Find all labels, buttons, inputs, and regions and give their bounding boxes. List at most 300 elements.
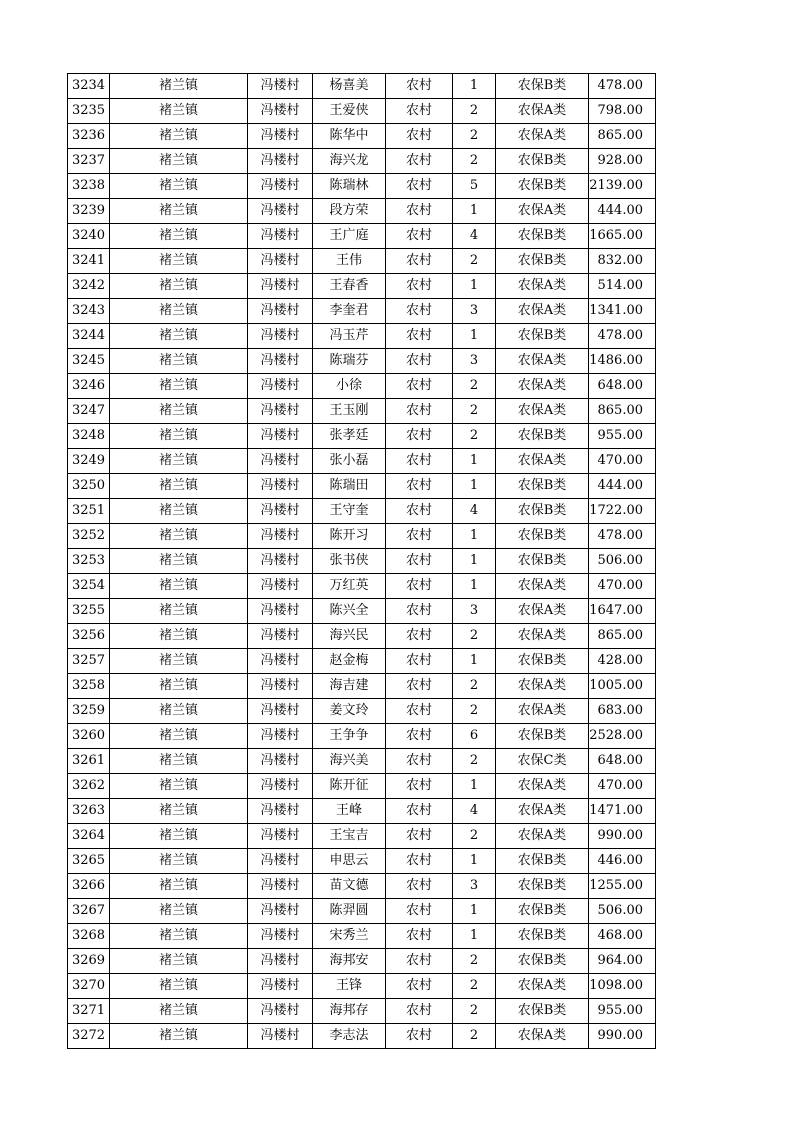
category-cell: 农保B类 [496, 149, 589, 174]
category-cell: 农保A类 [496, 799, 589, 824]
row-number-cell: 3266 [68, 874, 110, 899]
row-number-cell: 3271 [68, 999, 110, 1024]
name-cell: 申思云 [313, 849, 386, 874]
category-cell: 农保A类 [496, 399, 589, 424]
category-cell: 农保A类 [496, 449, 589, 474]
village-cell: 冯楼村 [248, 324, 313, 349]
area-cell: 农村 [386, 924, 453, 949]
town-cell: 褚兰镇 [110, 824, 248, 849]
amount-cell: 1005.00 [589, 674, 656, 699]
household-count-cell: 3 [453, 874, 496, 899]
household-count-cell: 1 [453, 199, 496, 224]
area-cell: 农村 [386, 124, 453, 149]
category-cell: 农保A类 [496, 1024, 589, 1049]
name-cell: 海兴龙 [313, 149, 386, 174]
amount-cell: 928.00 [589, 149, 656, 174]
category-cell: 农保A类 [496, 274, 589, 299]
town-cell: 褚兰镇 [110, 1024, 248, 1049]
category-cell: 农保B类 [496, 74, 589, 99]
amount-cell: 955.00 [589, 999, 656, 1024]
row-number-cell: 3236 [68, 124, 110, 149]
household-count-cell: 3 [453, 349, 496, 374]
household-count-cell: 4 [453, 499, 496, 524]
household-count-cell: 1 [453, 649, 496, 674]
village-cell: 冯楼村 [248, 949, 313, 974]
town-cell: 褚兰镇 [110, 724, 248, 749]
name-cell: 王锋 [313, 974, 386, 999]
household-count-cell: 4 [453, 224, 496, 249]
amount-cell: 444.00 [589, 474, 656, 499]
name-cell: 陈瑞林 [313, 174, 386, 199]
amount-cell: 1486.00 [589, 349, 656, 374]
name-cell: 张书侠 [313, 549, 386, 574]
household-count-cell: 1 [453, 474, 496, 499]
name-cell: 陈华中 [313, 124, 386, 149]
category-cell: 农保A类 [496, 99, 589, 124]
village-cell: 冯楼村 [248, 99, 313, 124]
household-count-cell: 2 [453, 1024, 496, 1049]
amount-cell: 990.00 [589, 1024, 656, 1049]
name-cell: 万红英 [313, 574, 386, 599]
village-cell: 冯楼村 [248, 874, 313, 899]
town-cell: 褚兰镇 [110, 999, 248, 1024]
amount-cell: 1098.00 [589, 974, 656, 999]
amount-cell: 964.00 [589, 949, 656, 974]
town-cell: 褚兰镇 [110, 274, 248, 299]
row-number-cell: 3268 [68, 924, 110, 949]
area-cell: 农村 [386, 324, 453, 349]
area-cell: 农村 [386, 899, 453, 924]
household-count-cell: 1 [453, 849, 496, 874]
row-number-cell: 3269 [68, 949, 110, 974]
name-cell: 张小磊 [313, 449, 386, 474]
area-cell: 农村 [386, 374, 453, 399]
household-count-cell: 1 [453, 524, 496, 549]
category-cell: 农保B类 [496, 524, 589, 549]
category-cell: 农保B类 [496, 649, 589, 674]
category-cell: 农保B类 [496, 849, 589, 874]
village-cell: 冯楼村 [248, 199, 313, 224]
town-cell: 褚兰镇 [110, 549, 248, 574]
area-cell: 农村 [386, 399, 453, 424]
table-row [68, 474, 656, 499]
row-number-cell: 3247 [68, 399, 110, 424]
category-cell: 农保A类 [496, 299, 589, 324]
category-cell: 农保A类 [496, 349, 589, 374]
category-cell: 农保A类 [496, 974, 589, 999]
town-cell: 褚兰镇 [110, 974, 248, 999]
village-cell: 冯楼村 [248, 549, 313, 574]
name-cell: 海兴民 [313, 624, 386, 649]
area-cell: 农村 [386, 824, 453, 849]
category-cell: 农保B类 [496, 174, 589, 199]
category-cell: 农保A类 [496, 674, 589, 699]
household-count-cell: 1 [453, 924, 496, 949]
category-cell: 农保A类 [496, 599, 589, 624]
area-cell: 农村 [386, 699, 453, 724]
area-cell: 农村 [386, 449, 453, 474]
category-cell: 农保B类 [496, 949, 589, 974]
row-number-cell: 3257 [68, 649, 110, 674]
table-row [68, 799, 656, 824]
amount-cell: 2139.00 [589, 174, 656, 199]
town-cell: 褚兰镇 [110, 324, 248, 349]
row-number-cell: 3258 [68, 674, 110, 699]
table-row [68, 974, 656, 999]
row-number-cell: 3254 [68, 574, 110, 599]
category-cell: 农保A类 [496, 624, 589, 649]
town-cell: 褚兰镇 [110, 624, 248, 649]
table-body [68, 74, 656, 1049]
amount-cell: 478.00 [589, 524, 656, 549]
category-cell: 农保B类 [496, 549, 589, 574]
name-cell: 李志法 [313, 1024, 386, 1049]
amount-cell: 428.00 [589, 649, 656, 674]
household-count-cell: 1 [453, 774, 496, 799]
village-cell: 冯楼村 [248, 274, 313, 299]
town-cell: 褚兰镇 [110, 574, 248, 599]
amount-cell: 865.00 [589, 124, 656, 149]
area-cell: 农村 [386, 724, 453, 749]
amount-cell: 1255.00 [589, 874, 656, 899]
village-cell: 冯楼村 [248, 649, 313, 674]
village-cell: 冯楼村 [248, 974, 313, 999]
town-cell: 褚兰镇 [110, 699, 248, 724]
category-cell: 农保A类 [496, 199, 589, 224]
household-count-cell: 6 [453, 724, 496, 749]
area-cell: 农村 [386, 674, 453, 699]
name-cell: 王峰 [313, 799, 386, 824]
household-count-cell: 3 [453, 299, 496, 324]
table-row [68, 774, 656, 799]
category-cell: 农保C类 [496, 749, 589, 774]
town-cell: 褚兰镇 [110, 599, 248, 624]
village-cell: 冯楼村 [248, 924, 313, 949]
village-cell: 冯楼村 [248, 574, 313, 599]
household-count-cell: 1 [453, 74, 496, 99]
household-count-cell: 2 [453, 124, 496, 149]
area-cell: 农村 [386, 749, 453, 774]
village-cell: 冯楼村 [248, 299, 313, 324]
row-number-cell: 3246 [68, 374, 110, 399]
table-row [68, 449, 656, 474]
row-number-cell: 3234 [68, 74, 110, 99]
table-row [68, 924, 656, 949]
row-number-cell: 3272 [68, 1024, 110, 1049]
table-row [68, 349, 656, 374]
household-count-cell: 2 [453, 949, 496, 974]
household-count-cell: 2 [453, 399, 496, 424]
amount-cell: 683.00 [589, 699, 656, 724]
household-count-cell: 2 [453, 424, 496, 449]
town-cell: 褚兰镇 [110, 924, 248, 949]
town-cell: 褚兰镇 [110, 849, 248, 874]
amount-cell: 832.00 [589, 249, 656, 274]
name-cell: 海邦安 [313, 949, 386, 974]
village-cell: 冯楼村 [248, 724, 313, 749]
area-cell: 农村 [386, 274, 453, 299]
table-row [68, 274, 656, 299]
area-cell: 农村 [386, 249, 453, 274]
village-cell: 冯楼村 [248, 599, 313, 624]
area-cell: 农村 [386, 624, 453, 649]
category-cell: 农保B类 [496, 224, 589, 249]
amount-cell: 798.00 [589, 99, 656, 124]
row-number-cell: 3270 [68, 974, 110, 999]
area-cell: 农村 [386, 74, 453, 99]
town-cell: 褚兰镇 [110, 474, 248, 499]
area-cell: 农村 [386, 524, 453, 549]
town-cell: 褚兰镇 [110, 124, 248, 149]
town-cell: 褚兰镇 [110, 449, 248, 474]
household-count-cell: 2 [453, 824, 496, 849]
row-number-cell: 3253 [68, 549, 110, 574]
data-table [67, 73, 656, 1049]
row-number-cell: 3251 [68, 499, 110, 524]
amount-cell: 1665.00 [589, 224, 656, 249]
area-cell: 农村 [386, 349, 453, 374]
row-number-cell: 3256 [68, 624, 110, 649]
table-row [68, 824, 656, 849]
town-cell: 褚兰镇 [110, 74, 248, 99]
village-cell: 冯楼村 [248, 624, 313, 649]
table-row [68, 999, 656, 1024]
row-number-cell: 3261 [68, 749, 110, 774]
name-cell: 海兴美 [313, 749, 386, 774]
name-cell: 王玉刚 [313, 399, 386, 424]
name-cell: 宋秀兰 [313, 924, 386, 949]
row-number-cell: 3255 [68, 599, 110, 624]
name-cell: 王广庭 [313, 224, 386, 249]
amount-cell: 468.00 [589, 924, 656, 949]
category-cell: 农保B类 [496, 999, 589, 1024]
village-cell: 冯楼村 [248, 349, 313, 374]
table-row [68, 374, 656, 399]
row-number-cell: 3264 [68, 824, 110, 849]
town-cell: 褚兰镇 [110, 299, 248, 324]
village-cell: 冯楼村 [248, 174, 313, 199]
row-number-cell: 3267 [68, 899, 110, 924]
category-cell: 农保B类 [496, 899, 589, 924]
name-cell: 李奎君 [313, 299, 386, 324]
table-row [68, 899, 656, 924]
name-cell: 海吉建 [313, 674, 386, 699]
name-cell: 王争争 [313, 724, 386, 749]
amount-cell: 470.00 [589, 774, 656, 799]
amount-cell: 648.00 [589, 749, 656, 774]
amount-cell: 478.00 [589, 74, 656, 99]
name-cell: 张孝廷 [313, 424, 386, 449]
household-count-cell: 3 [453, 599, 496, 624]
town-cell: 褚兰镇 [110, 524, 248, 549]
household-count-cell: 2 [453, 374, 496, 399]
category-cell: 农保B类 [496, 724, 589, 749]
row-number-cell: 3265 [68, 849, 110, 874]
household-count-cell: 2 [453, 249, 496, 274]
village-cell: 冯楼村 [248, 474, 313, 499]
row-number-cell: 3243 [68, 299, 110, 324]
table-row [68, 549, 656, 574]
name-cell: 王守奎 [313, 499, 386, 524]
amount-cell: 478.00 [589, 324, 656, 349]
category-cell: 农保B类 [496, 874, 589, 899]
village-cell: 冯楼村 [248, 749, 313, 774]
amount-cell: 446.00 [589, 849, 656, 874]
amount-cell: 444.00 [589, 199, 656, 224]
category-cell: 农保A类 [496, 699, 589, 724]
village-cell: 冯楼村 [248, 774, 313, 799]
table-row [68, 174, 656, 199]
row-number-cell: 3263 [68, 799, 110, 824]
village-cell: 冯楼村 [248, 124, 313, 149]
household-count-cell: 1 [453, 274, 496, 299]
name-cell: 陈羿圆 [313, 899, 386, 924]
category-cell: 农保A类 [496, 574, 589, 599]
village-cell: 冯楼村 [248, 1024, 313, 1049]
table-row [68, 149, 656, 174]
name-cell: 陈开习 [313, 524, 386, 549]
amount-cell: 1471.00 [589, 799, 656, 824]
household-count-cell: 1 [453, 449, 496, 474]
amount-cell: 470.00 [589, 449, 656, 474]
area-cell: 农村 [386, 474, 453, 499]
amount-cell: 648.00 [589, 374, 656, 399]
name-cell: 姜文玲 [313, 699, 386, 724]
category-cell: 农保A类 [496, 374, 589, 399]
row-number-cell: 3248 [68, 424, 110, 449]
area-cell: 农村 [386, 149, 453, 174]
area-cell: 农村 [386, 774, 453, 799]
row-number-cell: 3235 [68, 99, 110, 124]
village-cell: 冯楼村 [248, 74, 313, 99]
amount-cell: 955.00 [589, 424, 656, 449]
household-count-cell: 4 [453, 799, 496, 824]
household-count-cell: 5 [453, 174, 496, 199]
area-cell: 农村 [386, 649, 453, 674]
table-row [68, 199, 656, 224]
row-number-cell: 3260 [68, 724, 110, 749]
row-number-cell: 3252 [68, 524, 110, 549]
household-count-cell: 2 [453, 624, 496, 649]
amount-cell: 990.00 [589, 824, 656, 849]
row-number-cell: 3239 [68, 199, 110, 224]
category-cell: 农保A类 [496, 124, 589, 149]
town-cell: 褚兰镇 [110, 149, 248, 174]
table-row [68, 699, 656, 724]
amount-cell: 865.00 [589, 399, 656, 424]
area-cell: 农村 [386, 999, 453, 1024]
table-row [68, 74, 656, 99]
name-cell: 陈开征 [313, 774, 386, 799]
table-row [68, 649, 656, 674]
area-cell: 农村 [386, 99, 453, 124]
household-count-cell: 2 [453, 999, 496, 1024]
town-cell: 褚兰镇 [110, 99, 248, 124]
household-count-cell: 2 [453, 749, 496, 774]
town-cell: 褚兰镇 [110, 799, 248, 824]
village-cell: 冯楼村 [248, 449, 313, 474]
amount-cell: 514.00 [589, 274, 656, 299]
category-cell: 农保B类 [496, 424, 589, 449]
name-cell: 陈瑞田 [313, 474, 386, 499]
household-count-cell: 2 [453, 99, 496, 124]
area-cell: 农村 [386, 574, 453, 599]
row-number-cell: 3245 [68, 349, 110, 374]
row-number-cell: 3250 [68, 474, 110, 499]
table-row [68, 499, 656, 524]
category-cell: 农保B类 [496, 249, 589, 274]
town-cell: 褚兰镇 [110, 249, 248, 274]
area-cell: 农村 [386, 874, 453, 899]
name-cell: 苗文德 [313, 874, 386, 899]
village-cell: 冯楼村 [248, 824, 313, 849]
table-row [68, 849, 656, 874]
area-cell: 农村 [386, 1024, 453, 1049]
household-count-cell: 1 [453, 549, 496, 574]
village-cell: 冯楼村 [248, 674, 313, 699]
village-cell: 冯楼村 [248, 224, 313, 249]
table-row [68, 249, 656, 274]
area-cell: 农村 [386, 199, 453, 224]
category-cell: 农保B类 [496, 499, 589, 524]
row-number-cell: 3238 [68, 174, 110, 199]
town-cell: 褚兰镇 [110, 874, 248, 899]
household-count-cell: 2 [453, 699, 496, 724]
amount-cell: 506.00 [589, 549, 656, 574]
name-cell: 王爱侠 [313, 99, 386, 124]
row-number-cell: 3244 [68, 324, 110, 349]
name-cell: 王宝吉 [313, 824, 386, 849]
town-cell: 褚兰镇 [110, 174, 248, 199]
amount-cell: 506.00 [589, 899, 656, 924]
town-cell: 褚兰镇 [110, 674, 248, 699]
table-row [68, 299, 656, 324]
table-row [68, 724, 656, 749]
town-cell: 褚兰镇 [110, 424, 248, 449]
category-cell: 农保B类 [496, 324, 589, 349]
town-cell: 褚兰镇 [110, 399, 248, 424]
village-cell: 冯楼村 [248, 799, 313, 824]
town-cell: 褚兰镇 [110, 649, 248, 674]
name-cell: 冯玉芹 [313, 324, 386, 349]
village-cell: 冯楼村 [248, 374, 313, 399]
name-cell: 海邦存 [313, 999, 386, 1024]
area-cell: 农村 [386, 849, 453, 874]
amount-cell: 470.00 [589, 574, 656, 599]
name-cell: 小徐 [313, 374, 386, 399]
household-count-cell: 2 [453, 674, 496, 699]
town-cell: 褚兰镇 [110, 949, 248, 974]
area-cell: 农村 [386, 499, 453, 524]
village-cell: 冯楼村 [248, 399, 313, 424]
amount-cell: 1722.00 [589, 499, 656, 524]
household-count-cell: 1 [453, 899, 496, 924]
category-cell: 农保A类 [496, 824, 589, 849]
name-cell: 赵金梅 [313, 649, 386, 674]
amount-cell: 2528.00 [589, 724, 656, 749]
area-cell: 农村 [386, 549, 453, 574]
table-row [68, 399, 656, 424]
village-cell: 冯楼村 [248, 499, 313, 524]
town-cell: 褚兰镇 [110, 224, 248, 249]
category-cell: 农保B类 [496, 474, 589, 499]
table-row [68, 674, 656, 699]
village-cell: 冯楼村 [248, 424, 313, 449]
area-cell: 农村 [386, 599, 453, 624]
row-number-cell: 3237 [68, 149, 110, 174]
village-cell: 冯楼村 [248, 849, 313, 874]
town-cell: 褚兰镇 [110, 749, 248, 774]
